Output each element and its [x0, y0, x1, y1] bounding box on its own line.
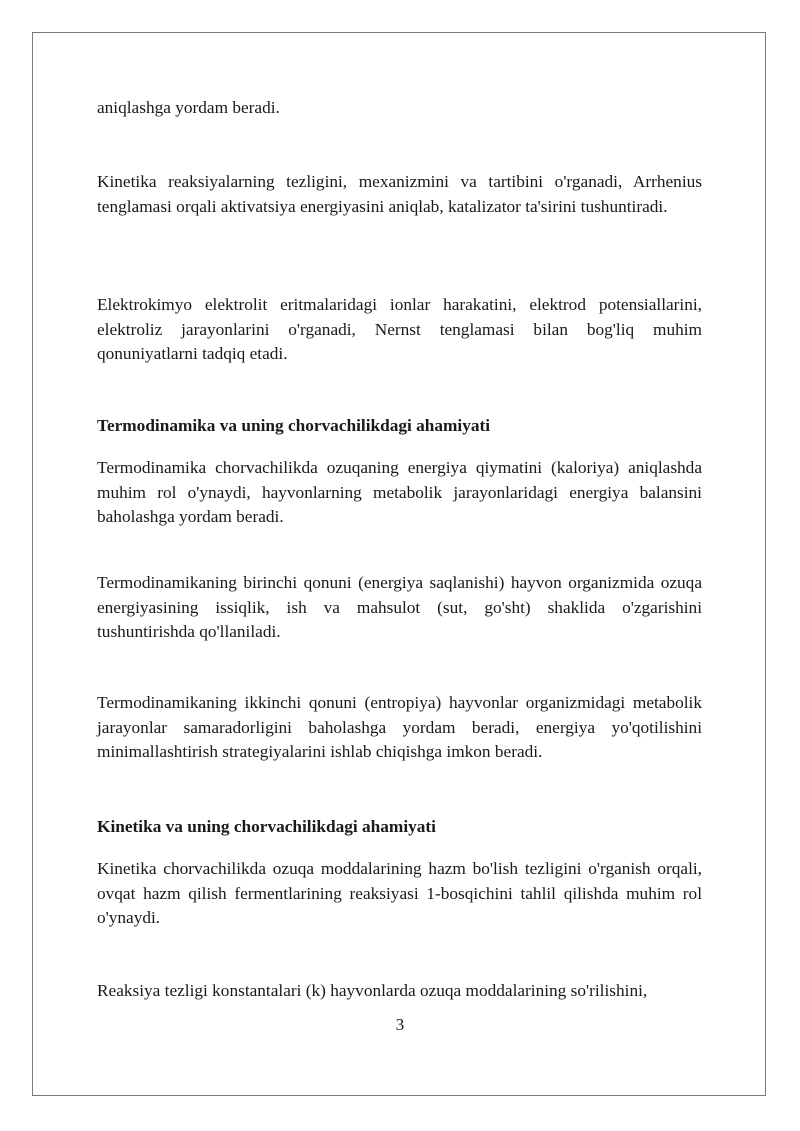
paragraph-kinetika-intro: Kinetika reaksiyalarning tezligini, mexanizmini va tartibini o'rganadi, Arrhenius tenglamasi orqali aktivatsiya energiyasini aniqlab, katalizator ta'sirini tushuntiradi.	[97, 172, 702, 216]
page-number: 3	[395, 1015, 405, 1034]
heading-kinetika: Kinetika va uning chorvachilikdagi ahamiyati	[97, 817, 436, 836]
paragraph-kinetika-1: Kinetika chorvachilikda ozuqa moddalarining hazm bo'lish tezligini o'rganish orqali, ovqat hazm qilish fermentlarining reaksiyasi 1-bosqichini tahlil qilishda muhim rol o'ynaydi.	[97, 859, 702, 927]
paragraph-termodinamika-3: Termodinamikaning ikkinchi qonuni (entropiya) hayvonlar organizmidagi metabolik jarayonlar samaradorligini baholashga yordam beradi, energiya yo'qotilishini minimallashtirish strategiyalarini ishlab chiqishga imkon beradi.	[97, 693, 702, 761]
paragraph-termodinamika-1: Termodinamika chorvachilikda ozuqaning energiya qiymatini (kaloriya) aniqlashda muhim rol o'ynaydi, hayvonlarning metabolik jarayonlaridagi energiya balansini baholashga yordam beradi.	[97, 458, 702, 526]
heading-termodinamika: Termodinamika va uning chorvachilikdagi ahamiyati	[97, 416, 491, 435]
paragraph-continuation: aniqlashga yordam beradi.	[97, 98, 280, 117]
paragraph-kinetika-2: Reaksiya tezligi konstantalari (k) hayvonlarda ozuqa moddalarining so'rilishini,	[97, 981, 648, 1000]
paragraph-termodinamika-2: Termodinamikaning birinchi qonuni (energiya saqlanishi) hayvon organizmida ozuqa energiyasining issiqlik, ish va mahsulot (sut, go'sht) shaklida o'zgarishini tushuntirishda qo'llaniladi.	[97, 573, 702, 641]
paragraph-elektrokimyo: Elektrokimyo elektrolit eritmalaridagi ionlar harakatini, elektrod potensiallarini, elektroliz jarayonlarini o'rganadi, Nernst tenglamasi bilan bog'liq muhim qonuniyatlarni tadqiq etadi.	[97, 295, 702, 363]
